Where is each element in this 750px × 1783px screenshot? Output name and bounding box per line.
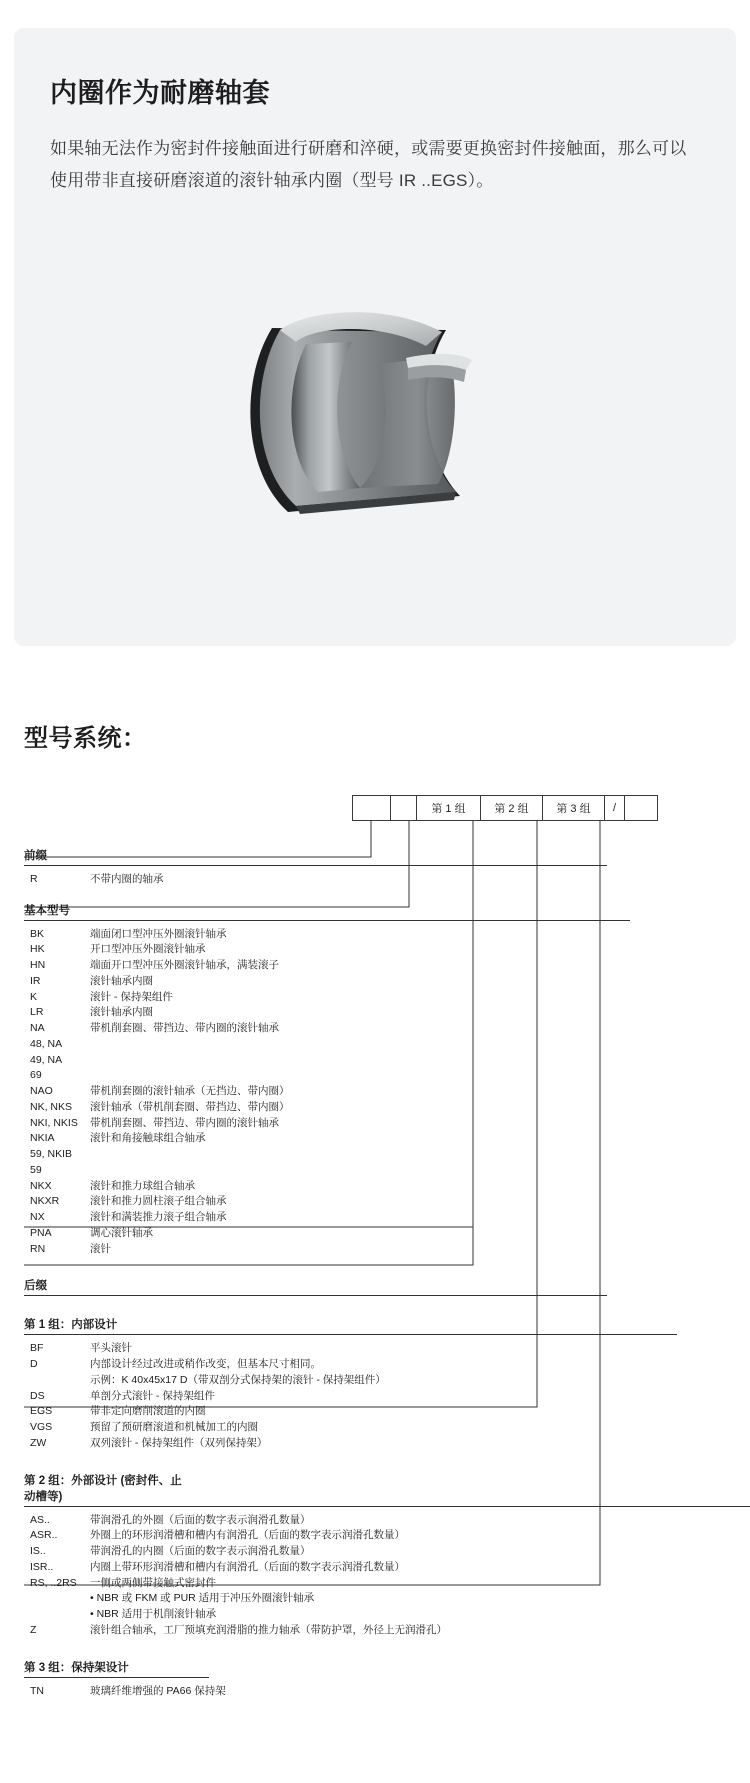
g1-key: EGS [30,1405,53,1418]
g2-key: AS.. [30,1513,50,1526]
basic-key: NKI, NKIS [30,1116,78,1129]
table-row [24,872,164,888]
basic-val: 端面开口型冲压外圈滚针轴承，满装滚子 [90,959,279,972]
table-row [24,1242,290,1258]
table-row [24,958,290,974]
table-row [24,1389,386,1405]
g2-val: • NBR 适用于机削滚针轴承 [90,1608,217,1621]
basic-val: 调心滚针轴承 [90,1226,153,1239]
hero-figure [50,230,700,590]
group-3-table [24,1684,226,1700]
basic-val: 滚针轴承内圈 [90,1006,153,1019]
table-row [24,1420,386,1436]
g1-val: 示例：K 40x45x17 D（带双剖分式保持架的滚针 - 保持架组件） [90,1373,386,1386]
group-2-table [24,1513,447,1639]
table-row [24,1147,290,1163]
g2-val: 外圈上的环形润滑槽和槽内有润滑孔（后面的数字表示润滑孔数量） [90,1529,405,1542]
g1-val: 双列滚针 - 保持架组件（双列保持架） [90,1436,268,1449]
group-prefix [24,847,750,888]
basic-val: 滚针 - 保持架组件 [90,990,173,1003]
basic-val: 滚针和推力球组合轴承 [90,1179,195,1192]
basic-key: 69 [30,1069,42,1082]
basic-key: PNA [30,1226,52,1239]
basic-key: NAO [30,1085,53,1098]
table-row [24,1037,290,1053]
table-row [24,942,290,958]
basic-val: 滚针和角接触球组合轴承 [90,1132,206,1145]
g1-key [24,1373,86,1389]
basic-val: 滚针轴承（带机削套圈、带挡边、带内圈） [90,1100,290,1113]
g2-val: • NBR 或 FKM 或 PUR 适用于冲压外圈滚针轴承 [90,1592,315,1605]
g1-val: 预留了预研磨滚道和机械加工的内圈 [90,1421,258,1434]
table-row [24,974,290,990]
group-suffix [24,1277,750,1302]
basic-val: 滚针和推力圆柱滚子组合轴承 [90,1195,227,1208]
basic-val [86,1037,290,1053]
g2-key: Z [30,1623,37,1636]
basic-val: 滚针轴承内圈 [90,974,153,987]
basic-val: 带机削套圈的滚针轴承（无挡边、带内圈） [90,1085,290,1098]
prefix-table [24,872,164,888]
g1-key: ZW [30,1436,47,1449]
g1-val: 平头滚针 [90,1342,132,1355]
table-row [24,1576,447,1592]
g3-val: 玻璃纤维增强的 PA66 保持架 [90,1684,226,1697]
code-cell-tail [624,795,658,821]
table-row [24,1100,290,1116]
hero-card [14,28,736,646]
group-prefix-heading: 前缀 [24,847,607,866]
code-cell-group3: 第 3 组 [542,795,604,821]
needle-roller-bearing-inner-ring-photo [210,260,540,560]
basic-key: 59 [30,1163,42,1176]
basic-key: IR [30,974,41,987]
g2-key: IS.. [30,1545,46,1558]
g2-key [24,1607,86,1623]
group-2-external-design [24,1472,750,1639]
table-row [24,1068,290,1084]
g2-key [24,1591,86,1607]
g2-val: 内圈上带环形润滑槽和槽内有润滑孔（后面的数字表示润滑孔数量） [90,1560,405,1573]
table-row [24,1436,386,1452]
table-row [24,1226,290,1242]
g2-val: 滚针组合轴承，工厂预填充润滑脂的推力轴承（带防护罩，外径上无润滑孔） [90,1623,447,1636]
designation-system-diagram [0,795,750,1730]
prefix-val: 不带内圈的轴承 [90,872,164,885]
code-cell-group2: 第 2 组 [480,795,542,821]
basic-val: 带机削套圈、带挡边、带内圈的滚针轴承 [90,1116,279,1129]
table-row [24,1084,290,1100]
basic-key: LR [30,1006,44,1019]
g2-key: RS, ..2RS [30,1576,77,1589]
g2-key: ASR.. [30,1529,58,1542]
table-row [24,1179,290,1195]
basic-val: 端面闭口型冲压外圈滚针轴承 [90,927,227,940]
g1-key: DS [30,1389,45,1402]
table-row [24,1116,290,1132]
g1-val: 单剖分式滚针 - 保持架组件 [90,1389,215,1402]
g1-key: D [30,1358,38,1371]
table-row [24,1684,226,1700]
table-row [24,1373,386,1389]
basic-val [86,1053,290,1069]
g1-key: VGS [30,1421,53,1434]
table-row [24,1607,447,1623]
basic-key: NKX [30,1179,52,1192]
basic-type-table [24,927,290,1258]
g1-val: 带非定向磨削滚道的内圈 [90,1405,206,1418]
g3-key: TN [30,1684,44,1697]
basic-key: 49, NA [30,1053,63,1066]
group-1-internal-design [24,1316,750,1451]
group-1-heading: 第 1 组：内部设计 [24,1316,677,1335]
table-row [24,1591,447,1607]
group-basic-type [24,902,750,1258]
table-row [24,1341,386,1357]
code-cell-prefix [352,795,390,821]
basic-key: HK [30,943,45,956]
table-row [24,1163,290,1179]
code-cell-slash: / [604,795,624,821]
table-row [24,1357,386,1373]
group-suffix-heading: 后缀 [24,1277,607,1296]
g2-key: ISR.. [30,1560,54,1573]
g1-key: BF [30,1342,44,1355]
group-basic-heading: 基本型号 [24,902,630,921]
table-row [24,990,290,1006]
code-cell-group1: 第 1 组 [416,795,480,821]
table-row [24,1194,290,1210]
basic-val [86,1068,290,1084]
basic-val: 开口型冲压外圈滚针轴承 [90,943,206,956]
table-row [24,1131,290,1147]
basic-key: 59, NKIB [30,1148,73,1161]
basic-key: HN [30,959,46,972]
page-title: 型号系统： [24,724,147,752]
group-3-heading: 第 3 组：保持架设计 [24,1659,209,1678]
table-row [24,1528,447,1544]
table-row [24,1544,447,1560]
table-row [24,1021,290,1037]
basic-key: BK [30,927,45,940]
code-cell-basic [390,795,416,821]
basic-val: 带机削套圈、带挡边、带内圈的滚针轴承 [90,1022,279,1035]
table-row [24,927,290,943]
top-spacer [0,0,750,28]
basic-key: RN [30,1242,46,1255]
basic-key: K [30,990,38,1003]
table-row [24,1210,290,1226]
g2-val: 带润滑孔的外圈（后面的数字表示润滑孔数量） [90,1513,311,1526]
basic-key: NK, NKS [30,1100,73,1113]
table-row [24,1560,447,1576]
basic-val: 滚针 [90,1242,111,1255]
basic-key: 48, NA [30,1037,63,1050]
table-row [24,1404,386,1420]
table-row [24,1623,447,1639]
basic-key: NKXR [30,1195,60,1208]
table-row [24,1005,290,1021]
basic-val [86,1147,290,1163]
hero-paragraph: 如果轴无法作为密封件接触面进行研磨和淬硬，或需要更换密封件接触面，那么可以使用带非直接研磨滚道的滚针轴承内圈（型号 IR ..EGS）。 [50,139,687,190]
g2-val: 带润滑孔的内圈（后面的数字表示润滑孔数量） [90,1545,311,1558]
basic-val: 滚针和满装推力滚子组合轴承 [90,1211,227,1224]
table-row [24,1513,447,1529]
g2-val: 一侧或两侧带接触式密封件 [90,1576,216,1589]
group-1-table [24,1341,386,1451]
basic-key: NX [30,1211,45,1224]
hero-title: 内圈作为耐磨轴套 [50,78,270,108]
basic-key: NA [30,1022,45,1035]
table-row [24,1053,290,1069]
g1-val: 内部设计经过改进或稍作改变，但基本尺寸相同。 [90,1358,321,1371]
group-2-heading: 第 2 组：外部设计 (密封件、止动槽等) [24,1472,750,1507]
designation-code-row [352,795,750,821]
basic-val [86,1163,290,1179]
group-3-cage-design [24,1659,750,1700]
basic-key: NKIA [30,1132,55,1145]
prefix-key: R [30,872,38,885]
